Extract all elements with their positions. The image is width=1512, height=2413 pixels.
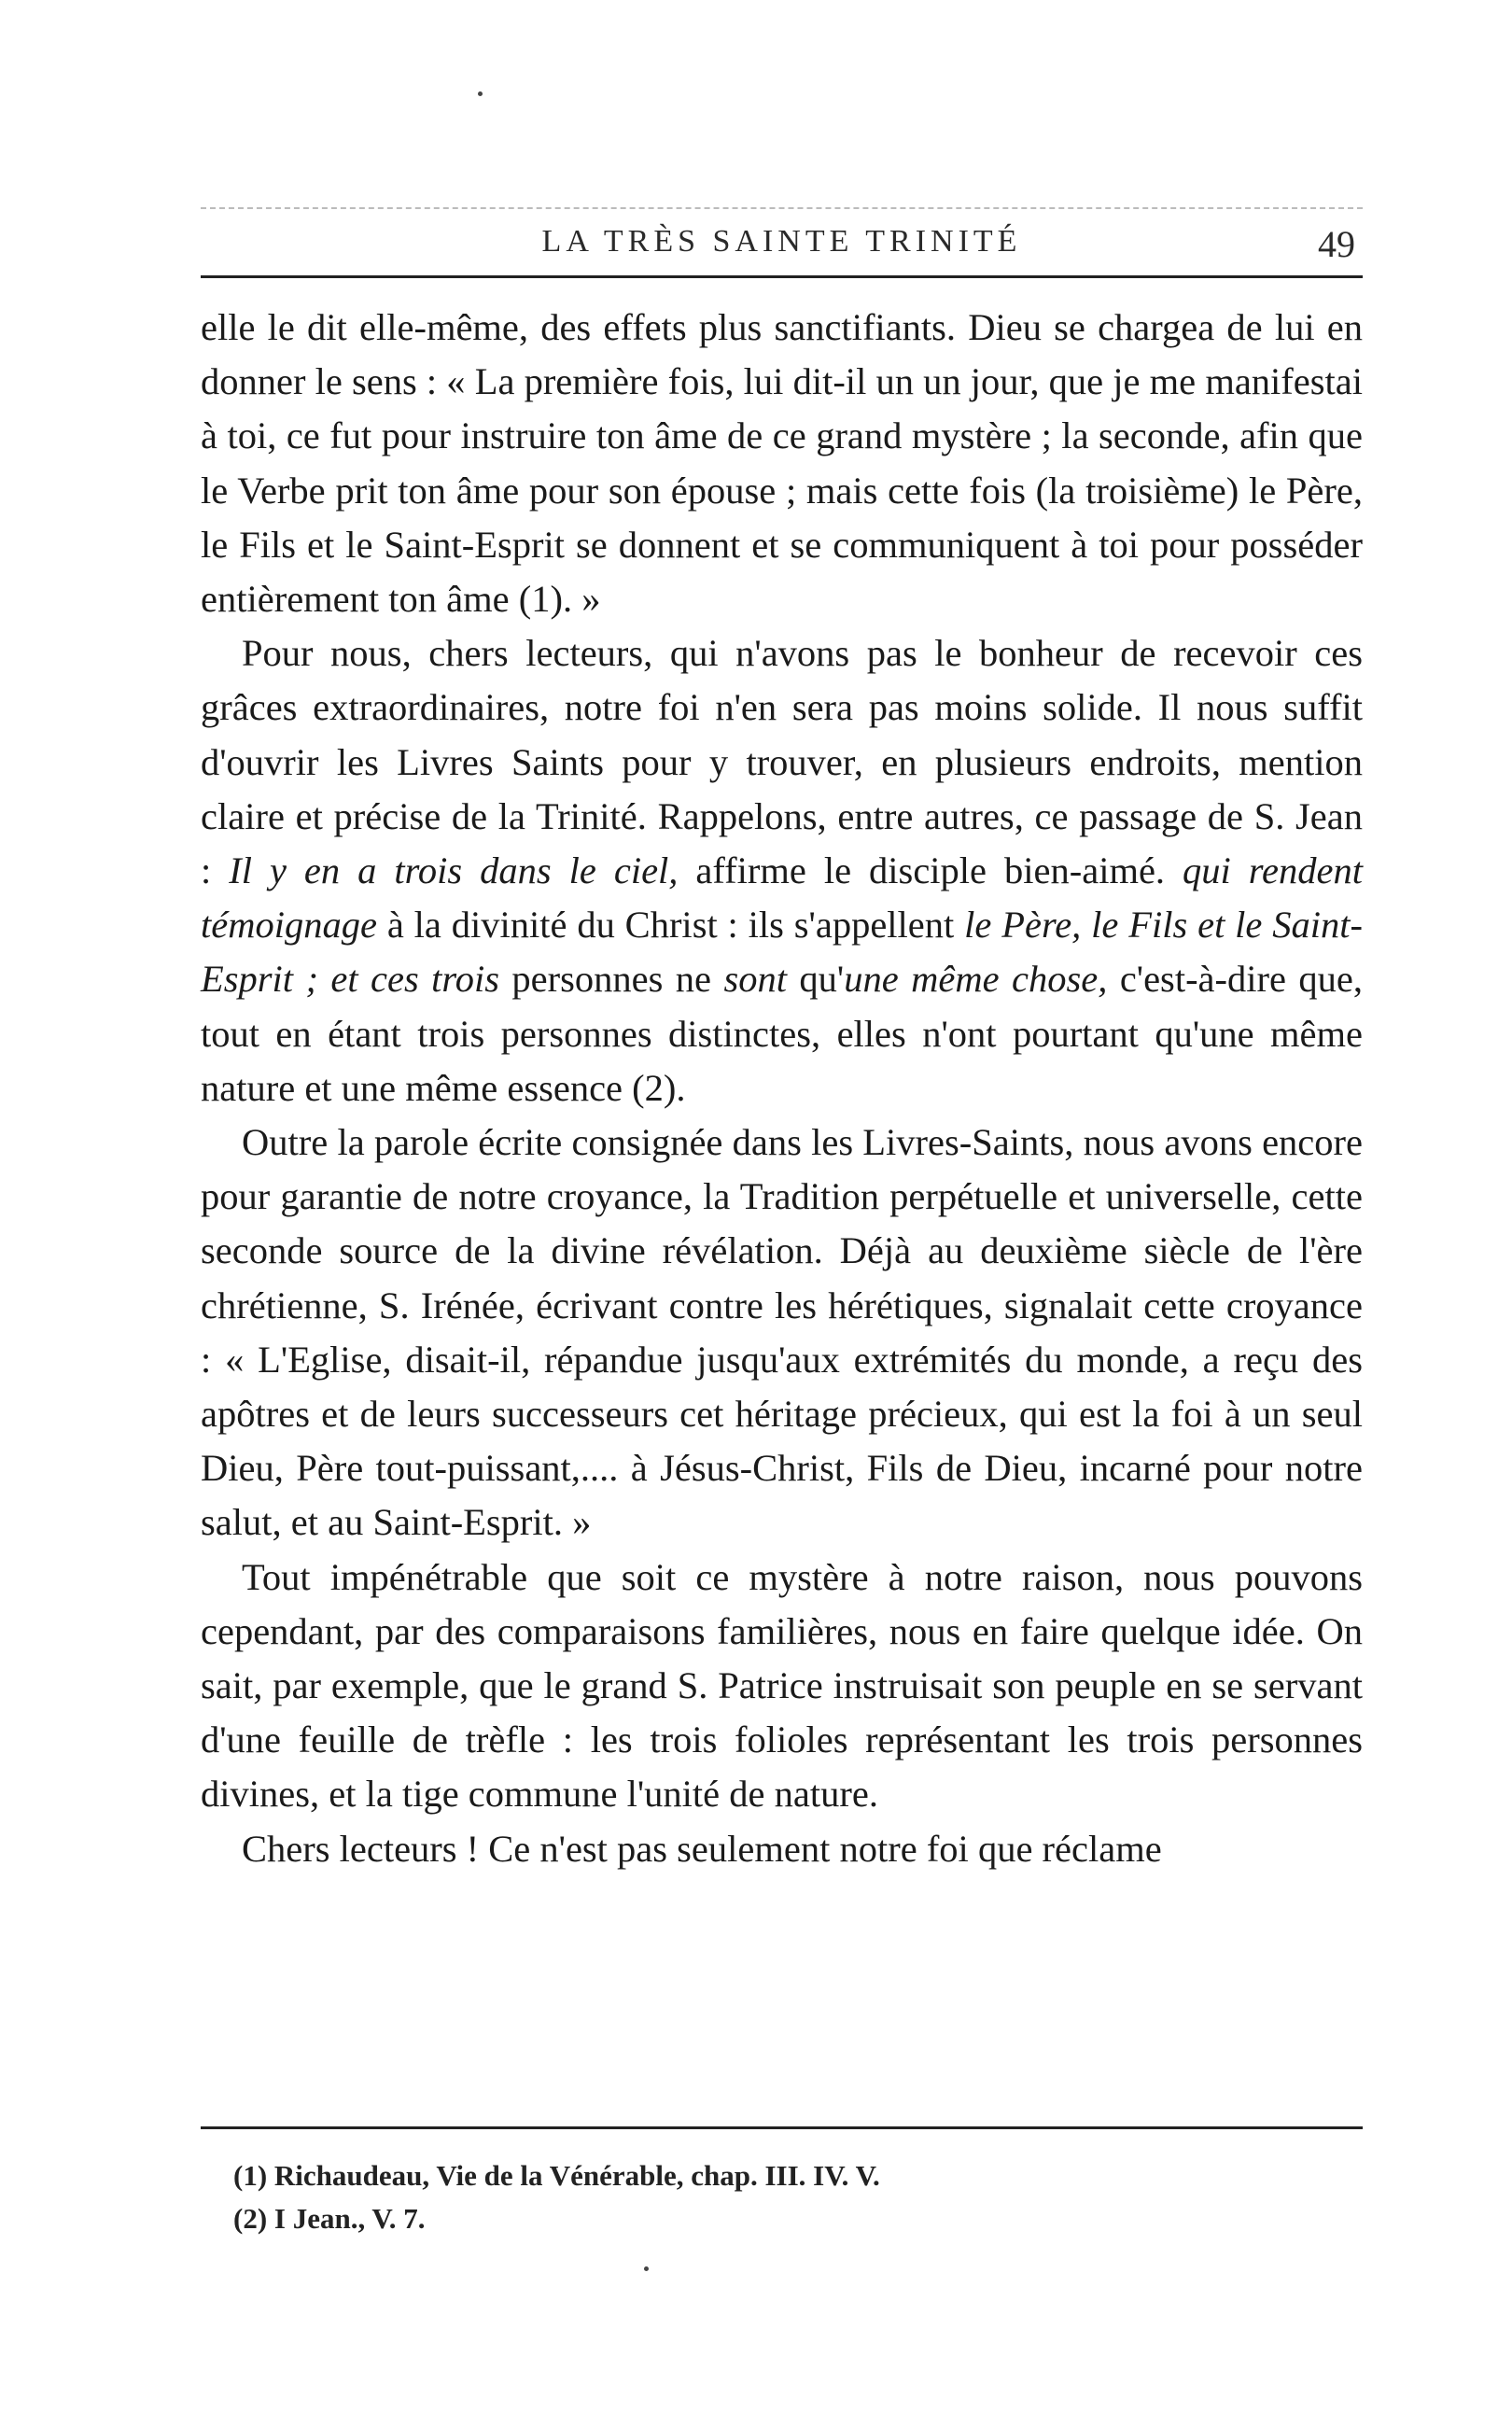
paragraph-1: elle le dit elle-même, des effets plus sanctifiants. Dieu se chargea de lui en donner le sens : « La première fois, lui dit-il un un jour, que je me manifestai à toi, ce fut pour instruire ton âme de ce grand mystère ; la seconde, afin que le Verbe prit ton âme pour son épouse ; mais cette fois (la troisième) le Père, le Fils et le Saint-Esprit se donnent et se communiquent à toi pour posséder entièrement ton âme (1). » bbox=[201, 306, 1363, 621]
running-title: LA TRÈS SAINTE TRINITÉ bbox=[541, 224, 1022, 259]
quote-italic-5: une même chose, bbox=[844, 958, 1108, 1001]
paragraph-2-text-b: affirme le disciple bien-aimé. bbox=[695, 849, 1166, 892]
speck-mark bbox=[478, 91, 483, 96]
page-number: 49 bbox=[1318, 223, 1355, 265]
page-header bbox=[201, 222, 1363, 278]
quote-italic-2: qui rendent témoignage bbox=[201, 849, 1363, 947]
paragraph-2-text: Pour nous, chers lecteurs, qui n'avons pas le bonheur de recevoir ces grâces extraordinaires, notre foi n'en sera pas moins solide. Il nous suffit d'ouvrir les Livres Saints pour y trouver, en plusieurs endroits, mention claire et précise de la Trinité. Rappelons, entre autres, ce passage de S. Jean : bbox=[201, 632, 1363, 892]
footnotes bbox=[233, 2154, 1353, 2240]
paragraph-2-text-c: à la divinité du Christ : ils s'appellent bbox=[386, 904, 955, 947]
footnote-1: (1) Richaudeau, Vie de la Vénérable, chap. III. IV. V. bbox=[233, 2159, 880, 2192]
header-rule bbox=[201, 275, 1363, 278]
quote-italic-4: sont bbox=[723, 958, 787, 1001]
paragraph-2-text-d: personnes ne bbox=[511, 958, 712, 1001]
paragraph-3: Outre la parole écrite consignée dans les Livres-Saints, nous avons encore pour garantie de notre croyance, la Tradition perpétuelle et universelle, cette seconde source de la divine révélation. Déjà au deuxième siècle de l'ère chrétienne, S. Irénée, écrivant contre les hérétiques, signalait cette croyance : « L'Eglise, disait-il, répandue jusqu'aux extrémités du monde, a reçu des apôtres et de leurs successeurs cet héritage précieux, qui est la foi à un seul Dieu, Père tout-puissant,.... à Jésus-Christ, Fils de Dieu, incarné pour notre salut, et au Saint-Esprit. » bbox=[201, 1121, 1363, 1544]
paragraph-2 bbox=[201, 626, 1363, 1115]
body-text bbox=[201, 301, 1363, 1876]
paragraph-2-text-e: qu' bbox=[799, 958, 845, 1001]
footnote-2: (2) I Jean., V. 7. bbox=[233, 2202, 426, 2235]
paragraph-2-text-f: c'est-à-dire que, tout en étant trois personnes distinctes, elles n'ont pourtant qu'une même nature et une même essence (2). bbox=[201, 958, 1364, 1109]
paragraph-4: Tout impénétrable que soit ce mystère à notre raison, nous pouvons cependant, par des comparaisons familières, nous en faire quelque idée. On sait, par exemple, que le grand S. Patrice instruisait son peuple en se servant d'une feuille de trèfle : les trois folioles représentant les trois personnes divines, et la tige commune l'unité de nature. bbox=[201, 1555, 1363, 1816]
footnote-rule bbox=[201, 2126, 1363, 2129]
quote-italic-3: le Père, le Fils et le Saint-Esprit ; et ces trois bbox=[201, 904, 1364, 1001]
quote-italic-1: Il y en a trois dans le ciel, bbox=[229, 849, 679, 892]
paragraph-5: Chers lecteurs ! Ce n'est pas seulement notre foi que réclame bbox=[242, 1827, 1162, 1870]
speck-mark bbox=[644, 2266, 649, 2271]
bleed-through-line bbox=[201, 207, 1363, 209]
